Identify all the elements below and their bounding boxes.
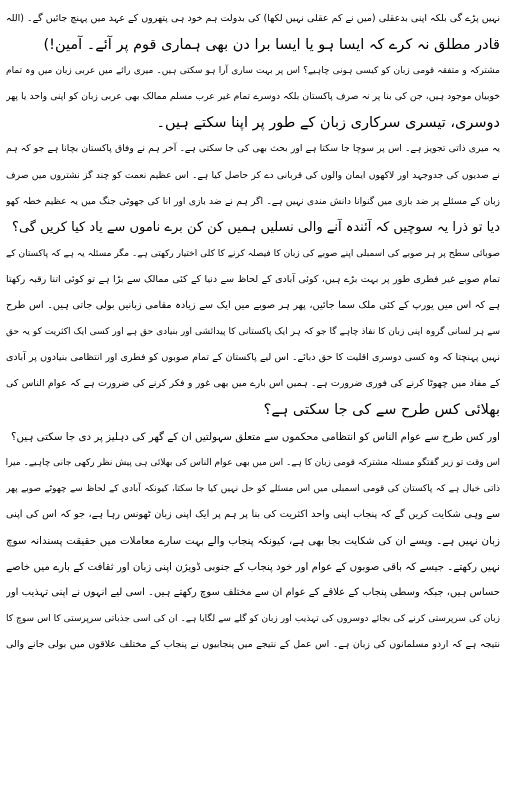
text-line: حساس ہیں، جبکہ وسطی پنجاب کے علاقے کے عوام ان سے مختلف سوچ رکھتے ہیں۔ اسی لیے انہوں نے اپنی تہذیب اور <box>6 587 500 599</box>
text-line: نتیجہ ہے کہ اردو مسلمانوں کی زبان ہے۔ اس عمل کے نتیجے میں پنجابیوں نے پنجاب کے مختلف علاقوں میں بولی جانے والی <box>6 639 500 651</box>
text-line: مشترکہ و متفقہ قومی زبان کو کیسی ہونی چاہیے؟ اس پر بہت ساری آرا ہو سکتی ہیں۔ میری رائے میں عربی زبان میں وہ تمام <box>6 66 500 77</box>
text-line: اس وقت تو زیر گفتگو مسئلہ مشترکہ قومی زبان کا ہے۔ اس میں بھی عوام الناس کی بھلائی ہی پیش نظر رکھی جانی چاہیے۔ میرا <box>6 457 500 468</box>
text-line: سے ہر لسانی گروہ اپنی زبان کا نفاذ چاہے گا جو کہ ہر ایک پاکستانی کا پیدائشی اور بنیادی حق ہے اور کسی ایک اکثریت کو یہ حق <box>6 327 500 338</box>
text-line: زبان کے مسئلے پر ضد بازی میں گنوانا دانش مندی نہیں ہے۔ اگر ہم نے ضد بازی اور انا کی جھوٹی جنگ میں یہ عظیم خطہ کھو <box>6 195 500 207</box>
text-line: نہیں پڑے گی بلکہ اپنی بدعقلی (میں نے کم عقلی نہیں لکھا) کی بدولت ہم خود ہی پتھروں کے عہد میں پہنچ جائیں گے۔ (اللہ <box>6 13 500 24</box>
text-line: قادر مطلق نہ کرے کہ ایسا ہو یا ایسا برا دن بھی ہماری قوم پر آئے۔ آمین!) <box>43 37 500 54</box>
text-line: نہیں پہنچتا کہ وہ کسی دوسری اقلیت کا حق دبائے۔ اس لیے پاکستان کے تمام صوبوں کو فطری اور انتظامی بنیادوں پر آبادی <box>6 352 500 364</box>
text-line: یہ میری ذاتی تجویز ہے۔ اس پر سوچا جا سکتا ہے اور بحث بھی کی جا سکتی ہے۔ آخر ہم نے وفاق پاکستان بچانا ہے جو کہ ہم <box>6 143 500 155</box>
text-line: ہے کہ اس میں یورپ کے کئی ملک سما جائیں، پھر ہر صوبے میں ایک سے زیادہ مقامی زبانیں بولی جاتی ہیں۔ اس طرح <box>6 300 500 312</box>
text-line: زبان کی سرپرستی کرنے کی بجائے دوسروں کی تہذیب اور زبان کو گلے سے لگایا ہے۔ ان کی اسی جذباتی سرپرستی کا اس سوچ کا <box>6 614 500 625</box>
text-line: ذاتی خیال ہے کہ پاکستان کی قومی اسمبلی میں اس مسئلے کو حل نہیں کیا جا سکتا، کیونکہ آبادی کے لحاظ سے چھوٹے صوبے پھر <box>6 483 500 494</box>
text-line: سے وہی شکایت کریں گے کہ پنجاب اپنی واحد اکثریت کی بنا پر ہم پر ایک اپنی زبان ٹھونس رہا ہے، جو کہ اس کی اپنی <box>6 508 500 520</box>
text-line: زبان نہیں ہے۔ ویسے ان کی شکایت بجا بھی ہے، کیونکہ پنجاب والے بہت سارے معاملات میں حقیقت پسندانہ سوچ <box>6 534 500 547</box>
text-line: کے مفاد میں چھوٹا کرنے کی فوری ضرورت ہے۔ ہمیں اس بارے میں بھی غور و فکر کرنے کی ضرورت ہے کہ عوام الناس کی <box>6 378 500 390</box>
text-line: دوسری، تیسری سرکاری زبان کے طور پر اپنا سکتے ہیں۔ <box>156 115 500 132</box>
text-line: دیا تو ذرا یہ سوچیں کہ آئندہ آنے والی نسلیں ہمیں کن کن برے ناموں سے یاد کیا کریں گی؟ <box>12 219 500 235</box>
text-line: خوبیاں موجود ہیں، جن کی بنا پر نہ صرف پاکستان بلکہ دوسرے تمام غیر عرب مسلم ممالک بھی عربی زبان کو اپنی واحد یا پھر <box>6 91 500 103</box>
text-line: اور کس طرح سے عوام الناس کو انتظامی محکموں سے متعلق سہولتیں ان کے گھر کی دہلیز پر دی جا سکتی ہیں؟ <box>11 430 500 443</box>
text-line: بھلائی کس طرح سے کی جا سکتی ہے؟ <box>263 402 500 419</box>
text-line: صوبائی سطح پر ہر صوبے کی اسمبلی اپنے صوبے کی زبان کا فیصلہ کرنے کا کلی اختیار رکھتی ہے۔ مگر مسئلہ یہ ہے کہ پاکستان کے <box>6 248 500 259</box>
text-line: نہیں رکھتے۔ جیسے کہ باقی صوبوں کے عوام اور خود پنجاب کے جنوبی ڈویژن اپنی زبان اور ثقافت کے بارے میں خاصے <box>6 560 500 573</box>
text-line: تمام صوبے غیر فطری طور پر بہت بڑے ہیں، کوئی آبادی کے لحاظ سے دنیا کے کئی ممالک سے بڑا ہے تو کوئی اتنا رقبہ رکھتا <box>6 273 500 285</box>
text-line: نے صدیوں کی جدوجہد اور لاکھوں ایمان والوں کی قربانی دے کر حاصل کیا ہے۔ اس عظیم نعمت کو چند گز نشتروں میں صرف <box>6 169 500 181</box>
